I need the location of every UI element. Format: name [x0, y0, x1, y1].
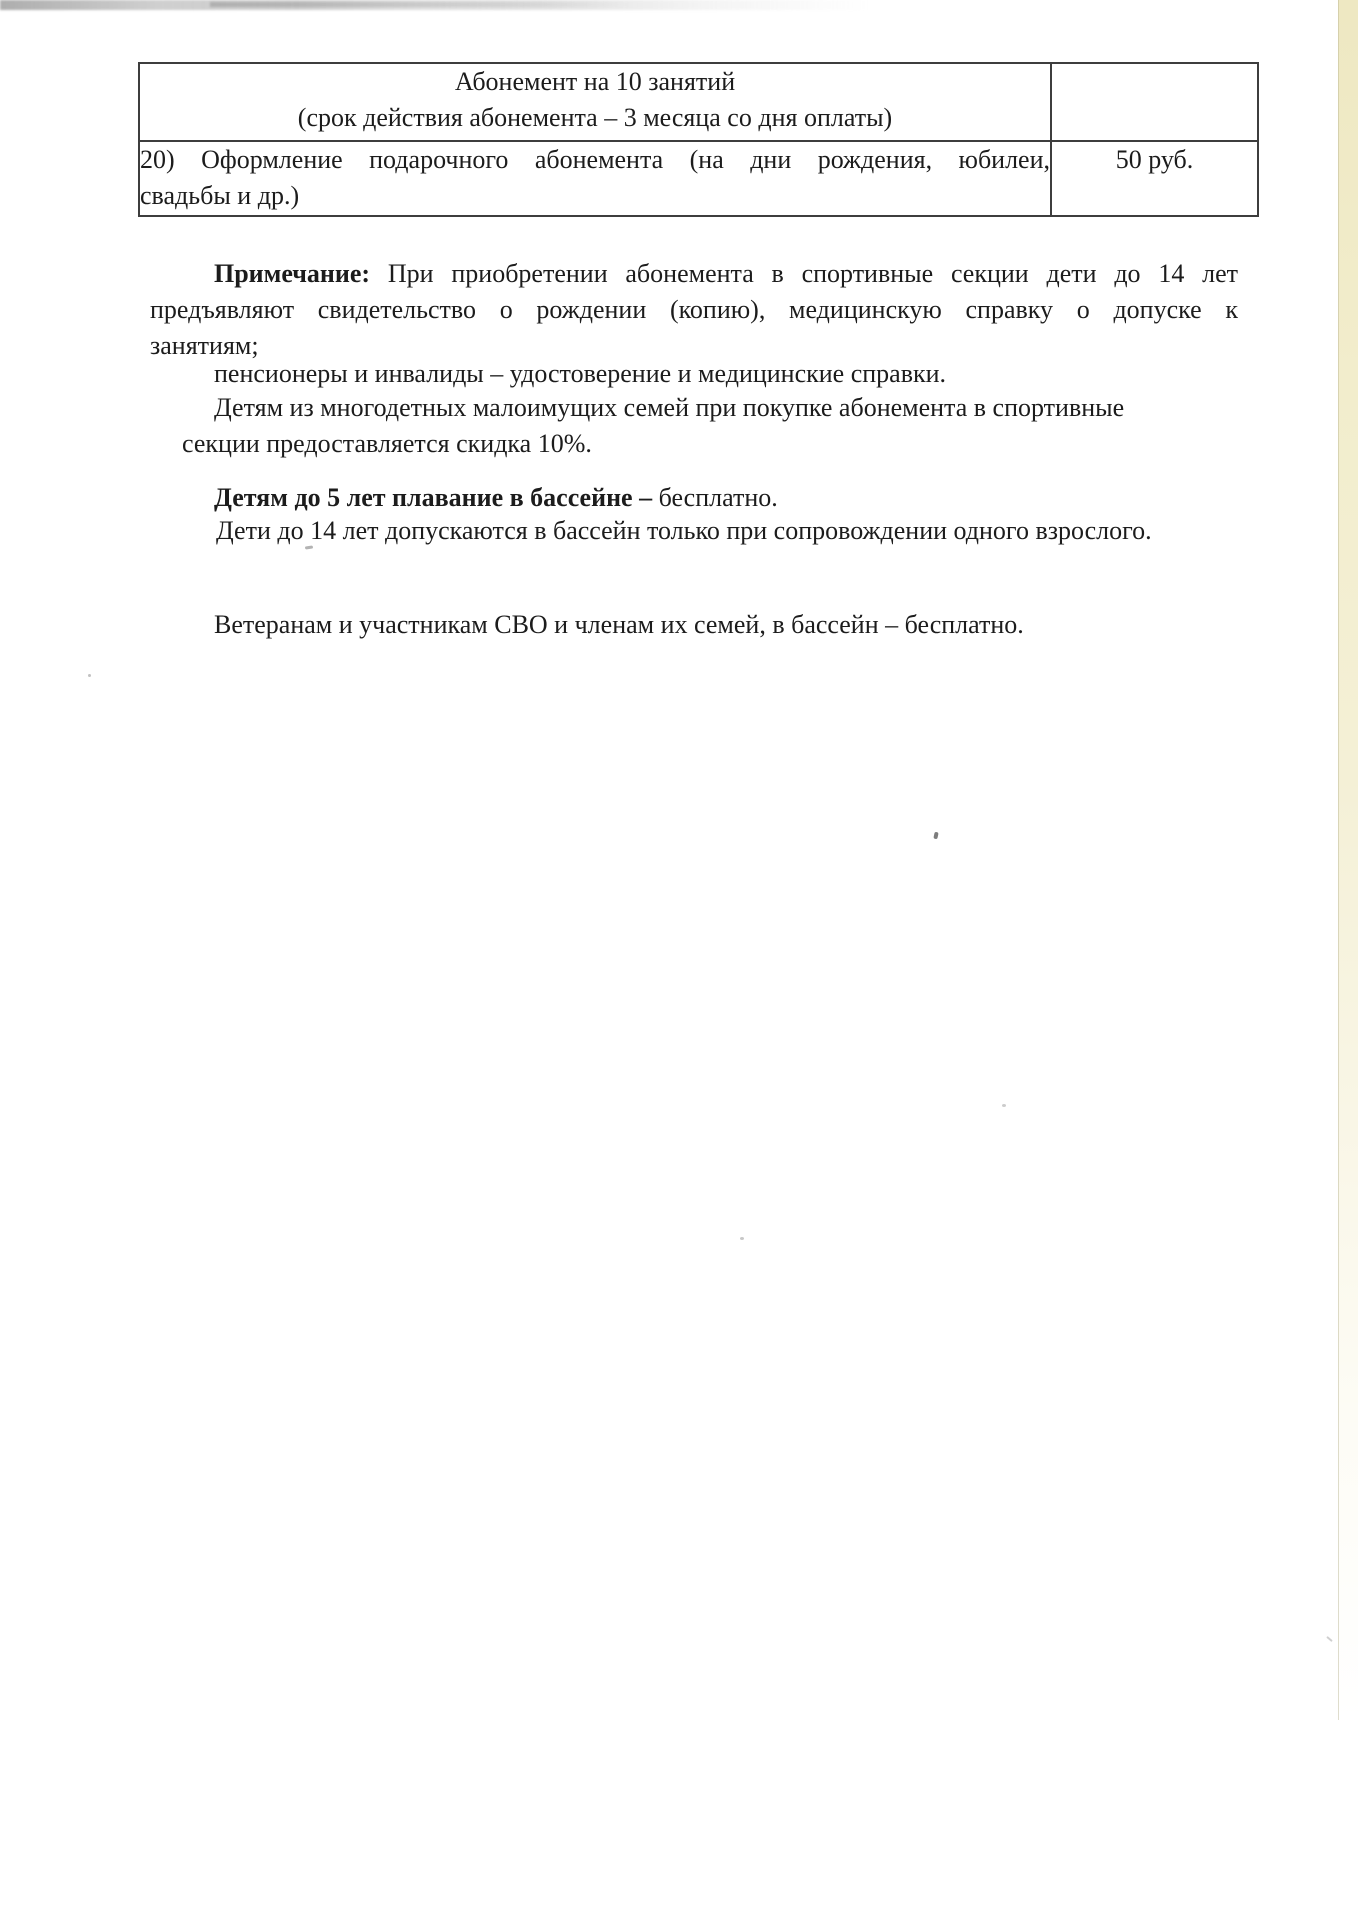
note-line3: занятиям; — [150, 331, 259, 360]
under5-rest-text: бесплатно. — [658, 483, 778, 512]
price-table — [138, 62, 1259, 217]
note-label: Примечание: — [214, 259, 371, 288]
under5-bold-text: Детям до 5 лет плавание в бассейне – — [214, 483, 653, 512]
table-row — [139, 141, 1258, 216]
price-cell: 50 руб. — [1051, 141, 1258, 216]
item-number: 20) — [140, 145, 175, 174]
note-line2: предъявляют свидетельство о рождении (копию), медицинскую справку о допуске к — [150, 295, 1238, 324]
note-line1 — [150, 256, 1238, 292]
scan-speck — [88, 674, 91, 677]
service-line1 — [140, 142, 1050, 178]
table-header-row — [139, 63, 1258, 141]
pensioners-line: пенсионеры и инвалиды – удостоверение и медицинские справки. — [214, 359, 947, 388]
large-families-line1: Детям из многодетных малоимущих семей при покупке абонемента в спортивные — [214, 393, 1125, 422]
table-header-line2: (срок действия абонемента – 3 месяца со дня оплаты) — [297, 103, 893, 132]
under5-line — [214, 480, 778, 516]
table-header-cell — [139, 63, 1051, 141]
scan-speck — [1002, 1104, 1006, 1107]
note-line1-text: При приобретении абонемента в спортивные секции дети до 14 лет — [387, 259, 1239, 288]
scan-speck — [740, 1237, 744, 1240]
price-header-cell — [1051, 63, 1258, 141]
scan-speck — [1326, 1636, 1333, 1642]
veterans-line: Ветеранам и участникам СВО и членам их семей, в бассейн – бесплатно. — [214, 610, 1024, 639]
scan-top-edge-artifact-2 — [210, 2, 630, 7]
scan-right-yellow-band — [1338, 0, 1358, 1720]
under14-line: Дети до 14 лет допускаются в бассейн только при сопровождении одного взрослого. — [216, 516, 1152, 545]
service-line2: свадьбы и др.) — [140, 181, 300, 210]
service-cell — [139, 141, 1051, 216]
large-families-line2: секции предоставляется скидка 10%. — [182, 429, 592, 458]
item-text: Оформление подарочного абонемента (на дни рождения, юбилеи, — [201, 145, 1051, 174]
table-header-line1: Абонемент на 10 занятий — [454, 67, 736, 96]
scan-speck — [933, 832, 938, 840]
